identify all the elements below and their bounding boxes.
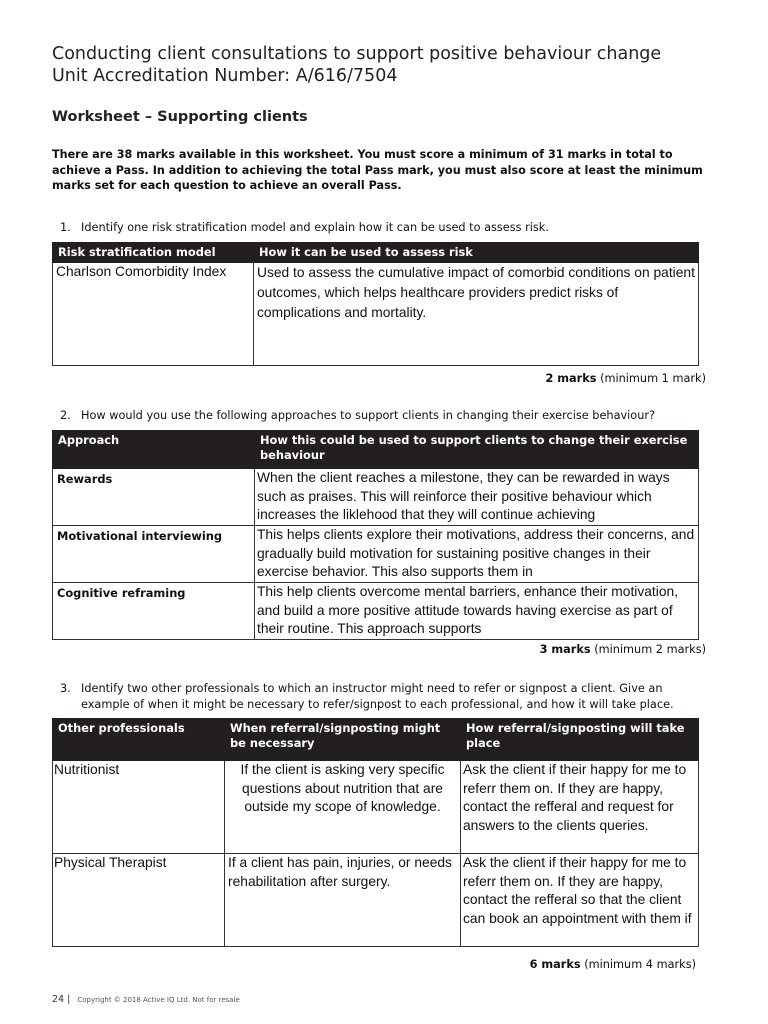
q2-answer-cognitive-reframing[interactable] (255, 583, 699, 640)
table-row (53, 854, 699, 947)
q3-how-1[interactable]: Ask the client if their happy for me to referr them on. If they are happy, contact the refferal and request for answers to the clients queries. (461, 761, 699, 854)
q2-header-approach: Approach (53, 431, 255, 469)
q3-marks-minimum: (minimum 4 marks) (584, 958, 696, 971)
question-1-text: Identify one risk stratification model and explain how it can be used to assess risk. (81, 221, 549, 234)
question-3-text-line-1: Identify two other professionals to which an instructor might need to refer or signpost a client. Give an (81, 682, 663, 695)
question-3 (60, 681, 710, 713)
q1-table (52, 242, 699, 366)
q1-header-row (53, 243, 699, 263)
q2-answer-motivational-interviewing-text: This helps clients explore their motivations, address their concerns, and gradually build motivation for sustaining positive changes in their exercise behavior. This also supports them in (257, 527, 695, 579)
question-1 (60, 220, 549, 236)
q3-professional-1[interactable]: Nutritionist (53, 761, 225, 854)
copyright-notice: Copyright © 2018 Active IQ Ltd. Not for resale (77, 996, 240, 1004)
q1-header-model: Risk stratification model (53, 243, 254, 263)
table-row (53, 469, 699, 526)
q3-marks-value: 6 marks (529, 958, 581, 971)
q2-label-rewards: Rewards (53, 469, 255, 526)
q2-label-cognitive-reframing: Cognitive reframing (53, 583, 255, 640)
question-3-text-line-2: example of when it might be necessary to refer/signpost to each professional, and how it will take place. (81, 698, 674, 711)
q1-marks (545, 372, 706, 385)
q2-answer-cognitive-reframing-text: This help clients overcome mental barriers, enhance their motivation, and build a more positive attitude towards having exercise as part of their routine. This approach supports (257, 584, 679, 636)
q1-header-how: How it can be used to assess risk (254, 243, 699, 263)
q3-when-1[interactable]: If the client is asking very specific questions about nutrition that are outside my scope of knowledge. (225, 761, 461, 854)
q1-marks-minimum: (minimum 1 mark) (600, 372, 706, 385)
title-line-1: Conducting client consultations to support positive behaviour change (52, 44, 662, 64)
table-row (53, 526, 699, 583)
q2-marks (540, 643, 706, 656)
table-row (53, 583, 699, 640)
q3-how-2[interactable]: Ask the client if their happy for me to referr them on. If they are happy, contact the refferal so that the client can book an appointment with them if (461, 854, 699, 947)
q3-marks (530, 958, 696, 971)
page-title (52, 43, 661, 87)
q2-table (52, 430, 699, 640)
worksheet-subtitle: Worksheet – Supporting clients (52, 109, 308, 125)
question-1-number: 1. (60, 221, 71, 234)
q3-table (52, 718, 699, 947)
q2-answer-rewards-text: When the client reaches a milestone, they can be rewarded in ways such as praises. This will reinforce their positive behaviour which increases the liklehood that they will continue achieving (257, 470, 670, 522)
question-2-text: How would you use the following approaches to support clients in changing their exercise behaviour? (81, 409, 656, 422)
title-line-2: Unit Accreditation Number: A/616/7504 (52, 66, 398, 86)
q3-header-professional: Other professionals (53, 719, 225, 761)
q3-when-2[interactable]: If a client has pain, injuries, or needs rehabilitation after surgery. (225, 854, 461, 947)
q3-header-row (53, 719, 699, 761)
q1-answer-cell[interactable]: Used to assess the cumulative impact of comorbid conditions on patient outcomes, which helps healthcare providers predict risks of complications and mortality. (254, 263, 699, 366)
intro-text: There are 38 marks available in this worksheet. You must score a minimum of 31 marks in total to achieve a Pass. In addition to achieving the total Pass mark, you must also score at least the minimum marks set for each question to achieve an overall Pass. (52, 148, 703, 192)
q2-answer-motivational-interviewing[interactable] (255, 526, 699, 583)
q2-marks-value: 3 marks (539, 643, 591, 656)
page-number: 24 (52, 994, 65, 1005)
table-row (53, 761, 699, 854)
page-footer (52, 994, 240, 1005)
question-3-number: 3. (60, 682, 71, 695)
footer-separator: | (67, 994, 71, 1005)
q2-marks-minimum: (minimum 2 marks) (594, 643, 706, 656)
question-2 (60, 408, 655, 424)
q2-answer-rewards[interactable] (255, 469, 699, 526)
q3-professional-2[interactable]: Physical Therapist (53, 854, 225, 947)
table-row (53, 263, 699, 366)
q3-header-how: How referral/signposting will take place (461, 719, 699, 761)
q1-marks-value: 2 marks (545, 372, 597, 385)
q2-label-motivational-interviewing: Motivational interviewing (53, 526, 255, 583)
question-2-number: 2. (60, 409, 71, 422)
q3-header-when: When referral/signposting might be necessary (225, 719, 461, 761)
q2-header-row (53, 431, 699, 469)
q1-model-cell[interactable]: Charlson Comorbidity Index (53, 263, 254, 366)
q2-header-how: How this could be used to support clients to change their exercise behaviour (255, 431, 699, 469)
